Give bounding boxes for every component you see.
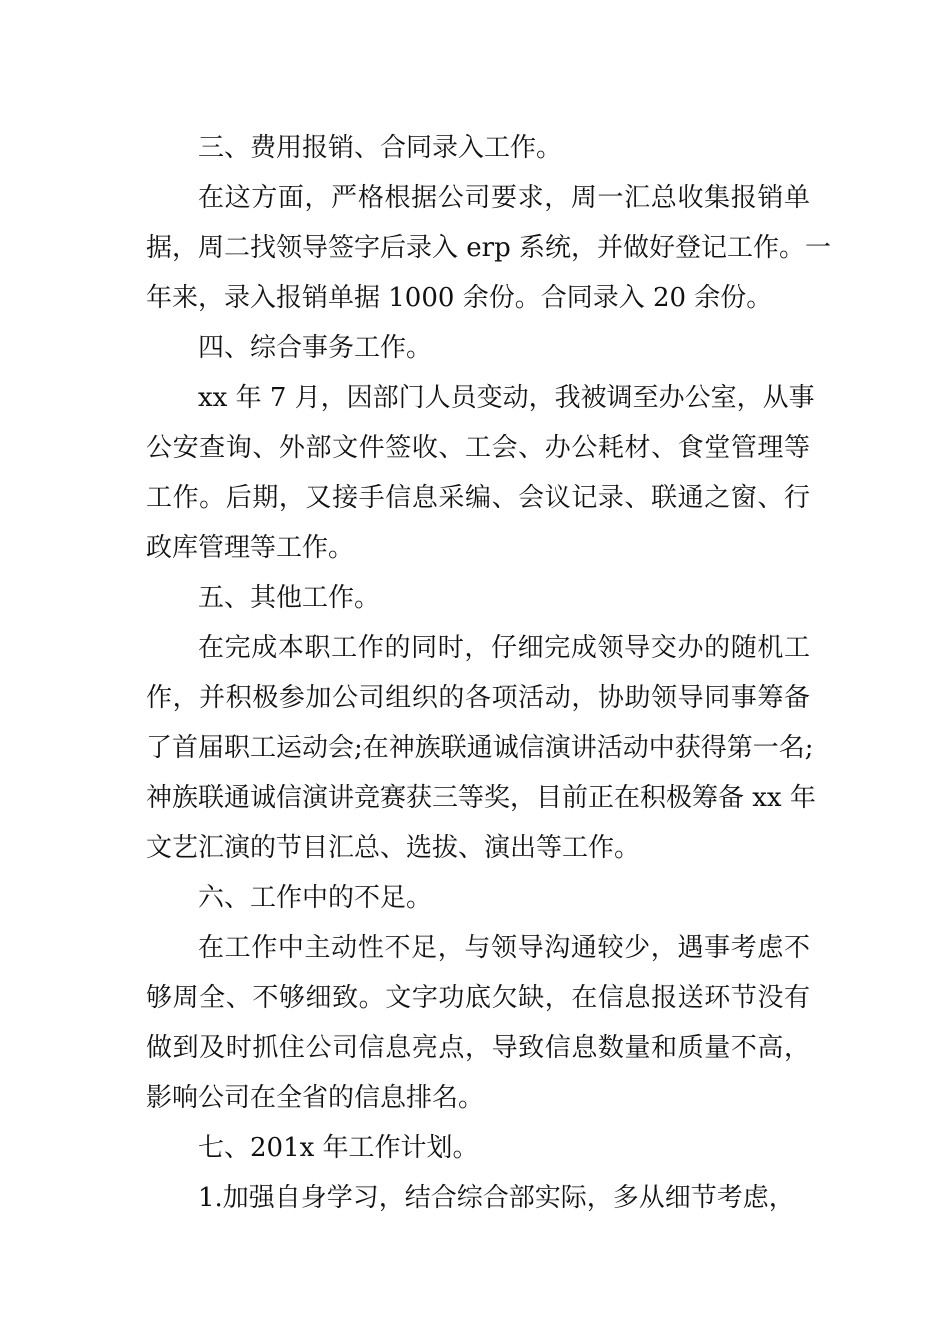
text-line: 1.加强自身学习，结合综合部实际，多从细节考虑， <box>198 1183 795 1213</box>
heading-text: 四、综合事务工作。 <box>198 333 433 363</box>
text-line: 做到及时抓住公司信息亮点，导致信息数量和质量不高， <box>146 1033 810 1063</box>
section-heading-work-plan <box>146 1123 810 1173</box>
text-line: 公安查询、外部文件签收、工会、办公耗材、食堂管理等 <box>146 433 810 463</box>
document-body <box>146 123 831 1223</box>
text-line: 在这方面，严格根据公司要求，周一汇总收集报销单 <box>198 183 810 213</box>
text-line: 作，并积极参加公司组织的各项活动，协助领导同事筹备 <box>146 683 810 713</box>
text-line: 政库管理等工作。 <box>146 533 355 563</box>
text-line: 在完成本职工作的同时，仔细完成领导交办的随机工 <box>198 633 810 663</box>
section-heading-expense <box>146 123 810 173</box>
paragraph-general-affairs <box>146 373 815 573</box>
text-line: 文艺汇演的节目汇总、选拔、演出等工作。 <box>146 833 641 863</box>
paragraph-expense <box>146 173 831 323</box>
heading-text: 五、其他工作。 <box>198 583 381 613</box>
text-line: xx 年 7 月，因部门人员变动，我被调至办公室，从事 <box>198 383 815 413</box>
text-line: 年来，录入报销单据 1000 余份。合同录入 20 余份。 <box>146 283 773 313</box>
heading-text: 七、201x 年工作计划。 <box>198 1133 479 1163</box>
text-line: 影响公司在全省的信息排名。 <box>146 1083 485 1113</box>
text-line: 够周全、不够细致。文字功底欠缺，在信息报送环节没有 <box>146 983 810 1013</box>
paragraph-work-plan <box>146 1173 810 1223</box>
text-line: 在工作中主动性不足，与领导沟通较少，遇事考虑不 <box>198 933 810 963</box>
text-line: 工作。后期，又接手信息采编、会议记录、联通之窗、行 <box>146 483 810 513</box>
section-heading-other-work <box>146 573 810 623</box>
heading-text: 三、费用报销、合同录入工作。 <box>198 133 563 163</box>
text-line: 了首届职工运动会;在神族联通诚信演讲活动中获得第一名; <box>146 733 814 763</box>
section-heading-general-affairs <box>146 323 810 373</box>
paragraph-other-work <box>146 623 816 873</box>
text-line: 据，周二找领导签字后录入 erp 系统，并做好登记工作。一 <box>146 233 831 263</box>
heading-text: 六、工作中的不足。 <box>198 883 433 913</box>
paragraph-shortcomings <box>146 923 810 1123</box>
text-line: 神族联通诚信演讲竞赛获三等奖，目前正在积极筹备 xx 年 <box>146 783 816 813</box>
section-heading-shortcomings <box>146 873 810 923</box>
